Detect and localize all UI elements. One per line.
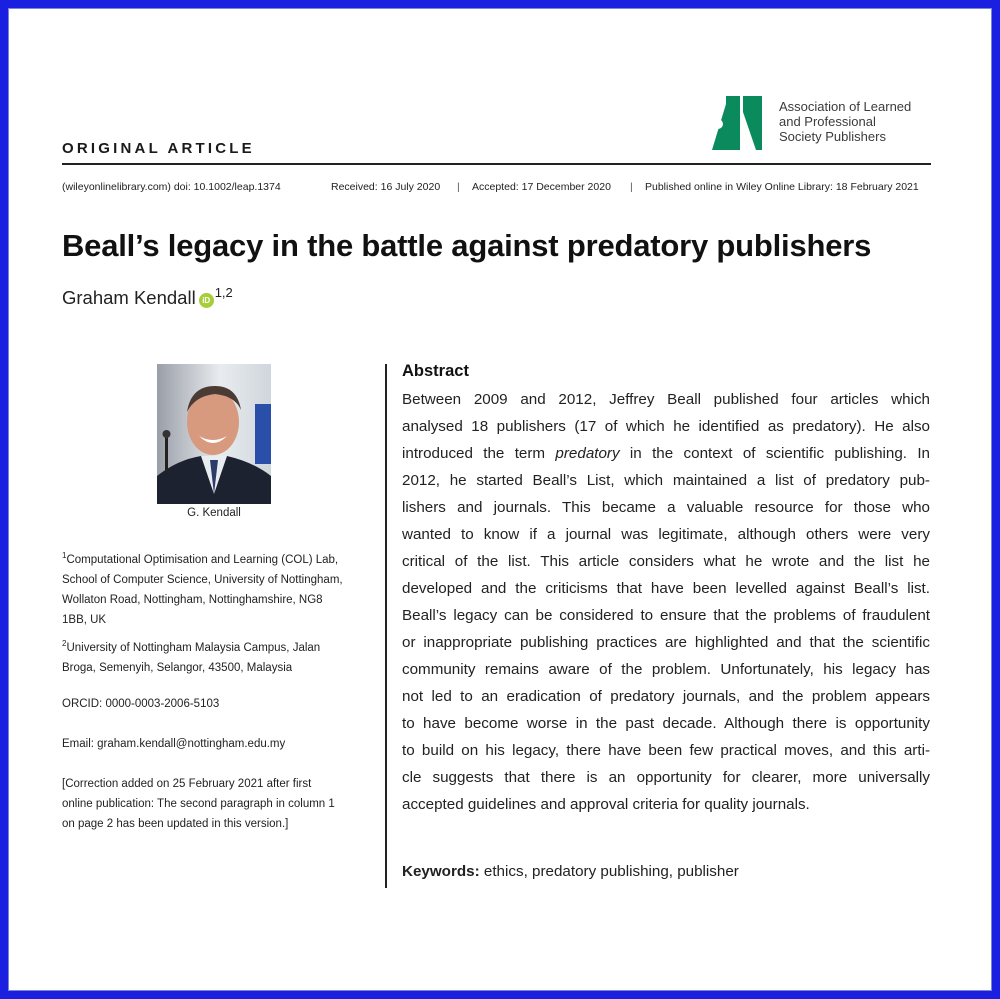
keywords-label: Keywords: [402, 863, 480, 880]
alpsp-logo [712, 96, 942, 152]
author-line [62, 285, 233, 309]
affiliation-1 [62, 546, 374, 630]
abstract-line: not led to an eradication of predatory journals, and the problem appears [402, 688, 930, 705]
email-address[interactable]: Email: graham.kendall@nottingham.edu.my [62, 738, 286, 750]
photo-caption: G. Kendall [187, 507, 241, 519]
published-date: Published online in Wiley Online Library: 18 February 2021 [645, 181, 919, 193]
affiliation-line: School of Computer Science, University of Nottingham, [62, 574, 343, 586]
article-title: Beall’s legacy in the battle against predatory publishers [62, 228, 872, 263]
abstract-line: Beall’s legacy can be considered to ensure that the problems of fraudulent [402, 607, 930, 624]
meta-separator: | [457, 181, 460, 193]
abstract-line: 2012, he started Beall’s List, which maintained a list of predatory pub- [402, 472, 930, 489]
abstract-body [402, 386, 930, 818]
affiliation-line: Broga, Semenyih, Selangor, 43500, Malaysia [62, 662, 293, 674]
affiliation-line [62, 546, 374, 570]
keywords [402, 863, 739, 880]
abstract-line: community remains aware of the problem. Unfortunately, his legacy has [402, 661, 930, 678]
abstract-line: accepted guidelines and approval criteria for quality journals. [402, 796, 810, 813]
logo-line-2: and Professional [779, 114, 876, 129]
accepted-date: Accepted: 17 December 2020 [472, 181, 611, 193]
author-photo [157, 364, 271, 504]
header-rule [62, 163, 931, 165]
abstract-heading: Abstract [402, 362, 469, 380]
correction-line: [Correction added on 25 February 2021 after first [62, 778, 312, 790]
abstract-emphasis: predatory [555, 445, 620, 462]
keywords-value: ethics, predatory publishing, publisher [483, 863, 739, 880]
abstract-line: developed and the criticisms that have been levelled against Beall’s list. [402, 580, 930, 597]
correction-line: online publication: The second paragraph in column 1 [62, 798, 335, 810]
abstract-line: introduced the term predatory in the context of scientific publishing. In [402, 445, 931, 462]
column-divider [385, 364, 387, 888]
affiliation-line [62, 634, 374, 658]
affiliation-mark: 2 [62, 639, 67, 648]
orcid-id[interactable]: ORCID: 0000-0003-2006-5103 [62, 698, 220, 710]
meta-separator: | [630, 181, 633, 193]
author-name[interactable]: Graham Kendall [62, 287, 196, 308]
affiliation-line: Wollaton Road, Nottingham, Nottinghamshire, NG8 [62, 594, 323, 606]
abstract-line: to have become worse in the past decade. Although there is opportunity [402, 715, 930, 732]
affiliation-2 [62, 634, 374, 678]
affiliation-line: 1BB, UK [62, 614, 107, 626]
logo-line-3: Society Publishers [779, 129, 886, 144]
received-date: Received: 16 July 2020 [331, 181, 441, 193]
abstract-line: critical of the list. This article considers what he wrote and the list he [402, 553, 930, 570]
abstract-line: cle suggests that there is an opportunity for clearer, more universally [402, 769, 930, 786]
abstract-line: to build on his legacy, there have been few practical moves, and this arti- [402, 742, 930, 759]
affiliation-text: Computational Optimisation and Learning (COL) Lab, [66, 554, 339, 566]
abstract-line: Between 2009 and 2012, Jeffrey Beall published four articles which [402, 391, 930, 408]
abstract-line: or inappropriate publishing practices are highlighted and that the scientific [402, 634, 930, 651]
affiliation-mark: 1 [62, 551, 67, 560]
logo-line-1: Association of Learned [779, 99, 912, 114]
doi-text[interactable]: (wileyonlinelibrary.com) doi: 10.1002/leap.1374 [62, 181, 281, 193]
author-affiliation-marks: 1,2 [214, 285, 233, 300]
affiliation-text: University of Nottingham Malaysia Campus, Jalan [66, 642, 321, 654]
abstract-line: wanted to know if a journal was legitimate, although others were very [402, 526, 930, 543]
abstract-line: analysed 18 publishers (17 of which he identified as predatory). He also [402, 418, 930, 435]
correction-line: on page 2 has been updated in this version.] [62, 818, 289, 830]
orcid-icon[interactable]: iD [199, 293, 214, 308]
correction-note [62, 774, 374, 834]
alpsp-logo-text [779, 99, 949, 144]
alpsp-logo-mark-icon [712, 96, 768, 150]
article-type-label: ORIGINAL ARTICLE [62, 140, 255, 157]
abstract-line: lishers and journals. This became a valuable resource for those who [402, 499, 930, 516]
